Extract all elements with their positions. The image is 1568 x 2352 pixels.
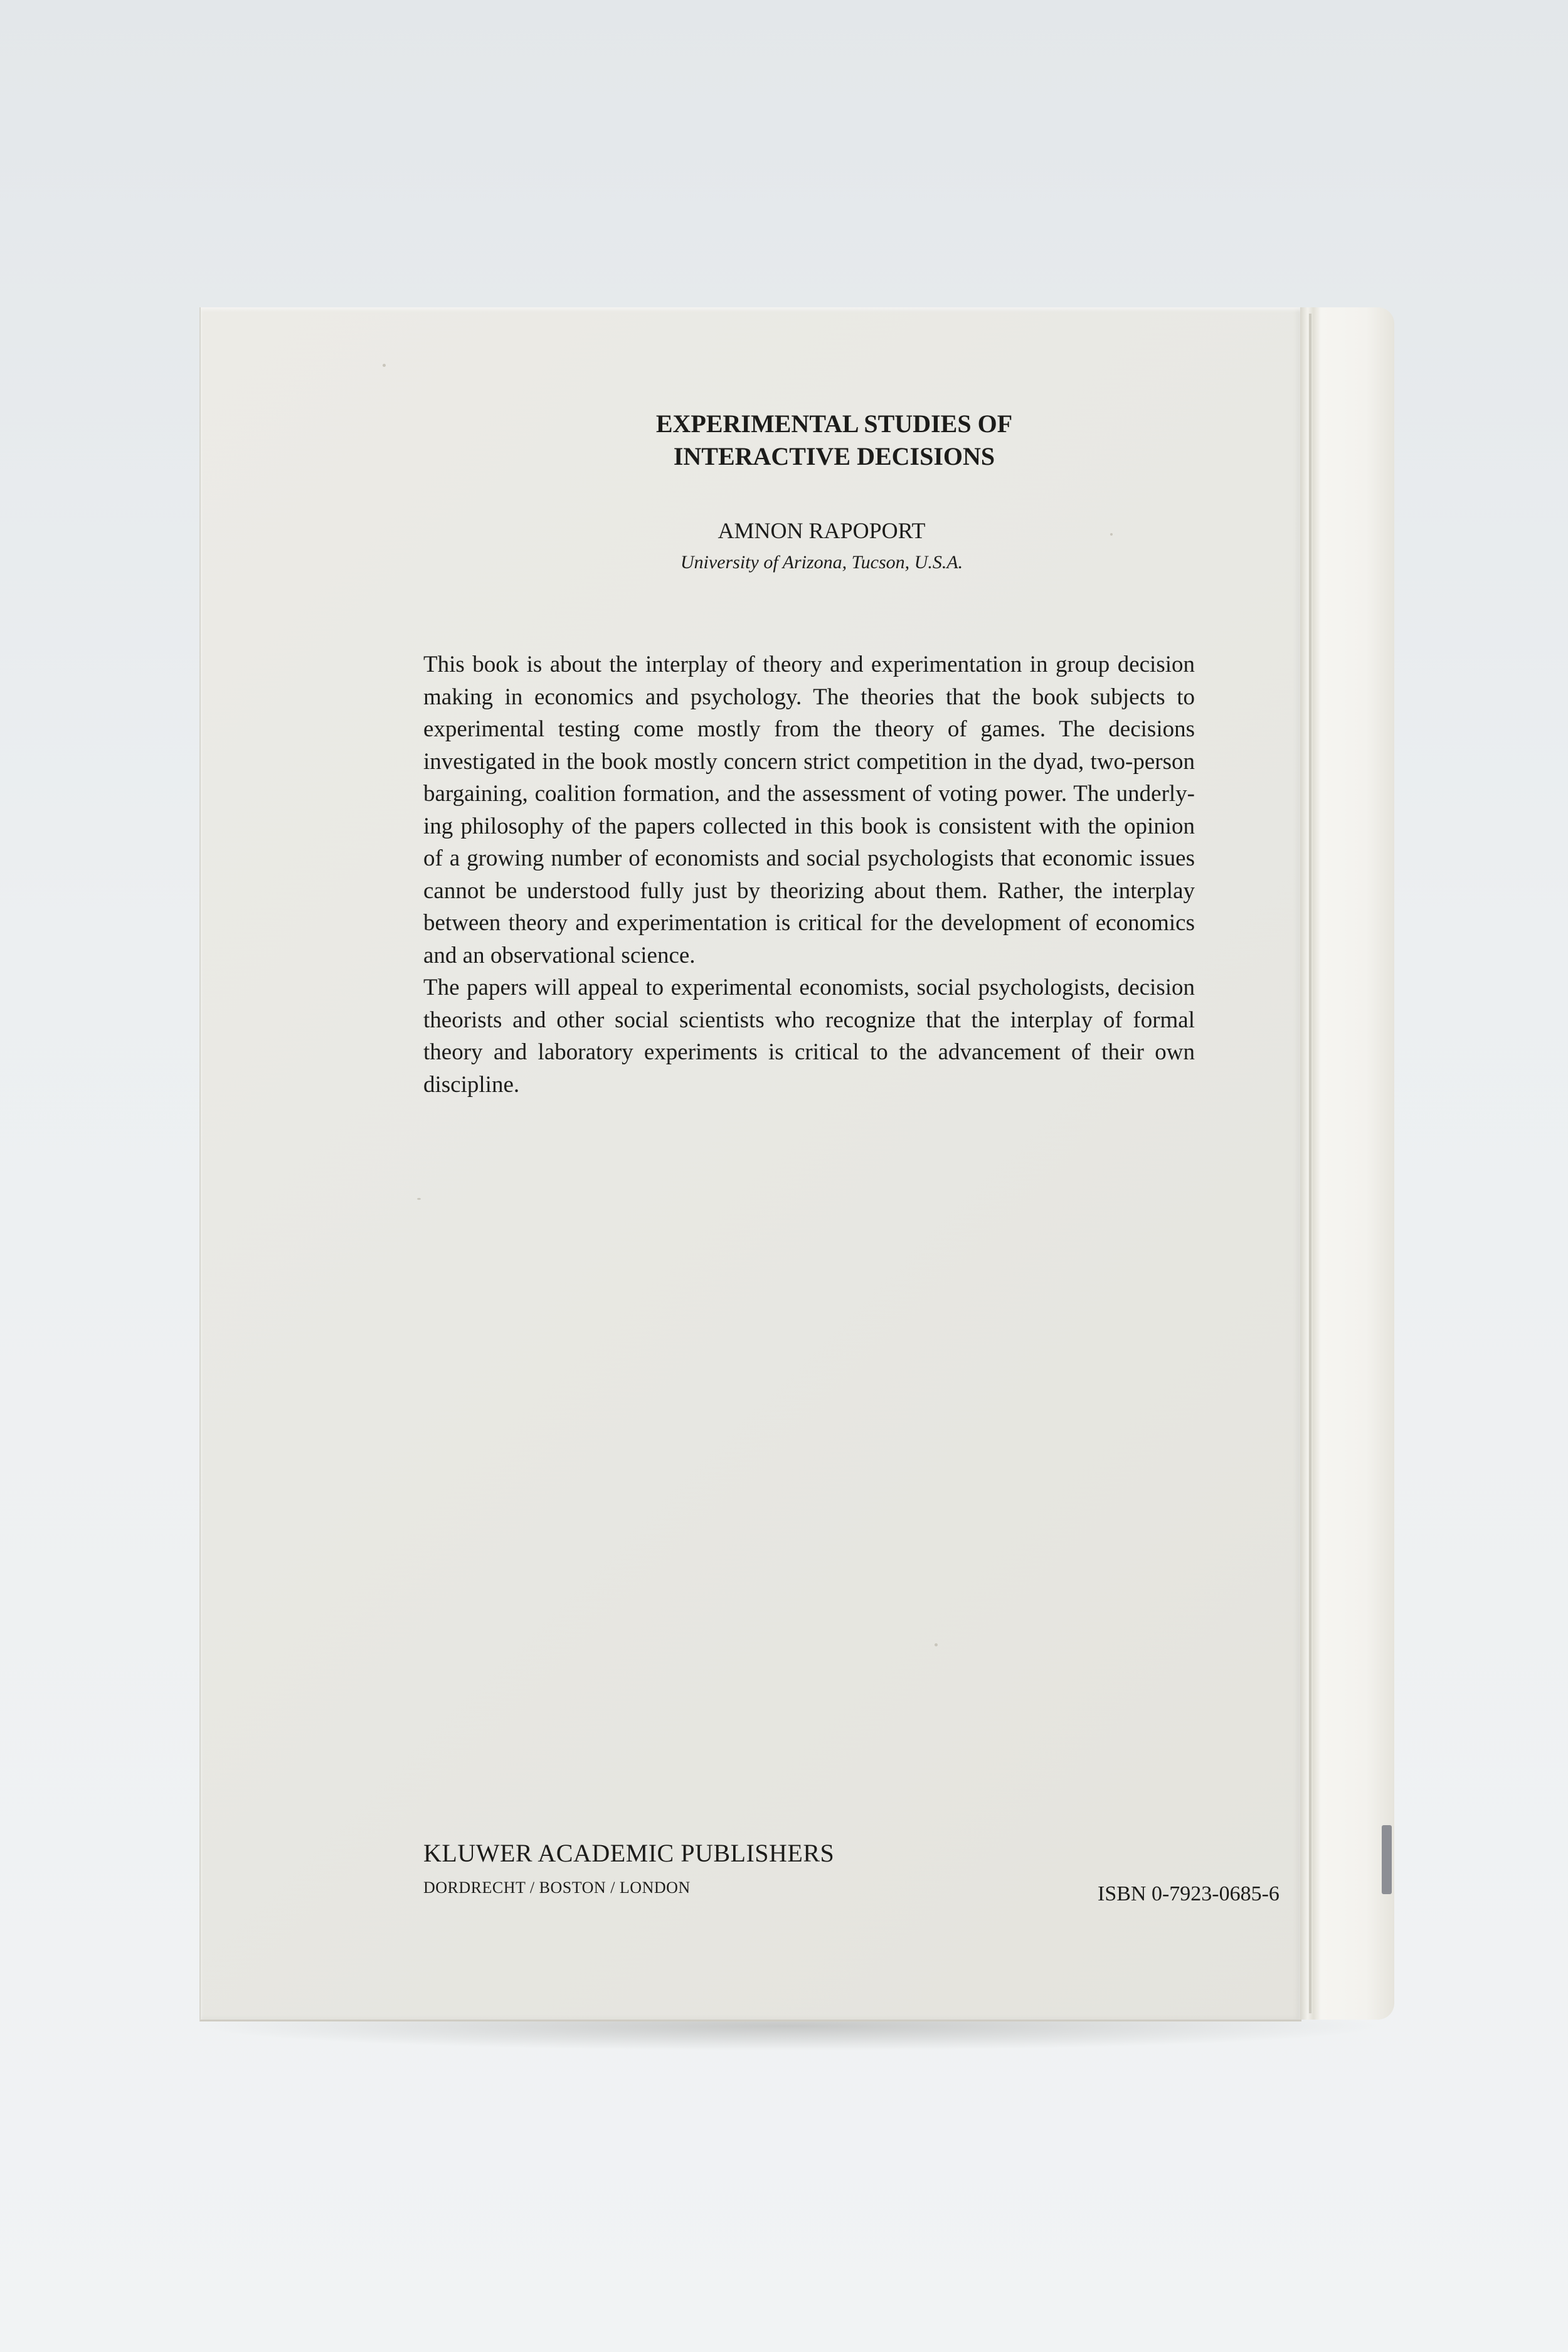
book-spine xyxy=(1300,307,1394,2020)
publisher-block xyxy=(423,1838,1279,1905)
publisher-cities: DORDRECHT / BOSTON / LONDON xyxy=(423,1878,691,1897)
book-description xyxy=(423,649,1195,1101)
cover-text-block xyxy=(423,408,1195,1101)
description-paragraph-1: This book is about the interplay of theory and experimentation in group decision making in economics and psychology. The theories that the book subjects to experimental testing come mostly from the theory of games. The decisions investigated in the book mostly concern strict competition in the dyad, two-person bargaining, coalition formation, and the assessment of voting power. The underlying philosophy of the papers collected in this book is consistent with the opinion of a growing number of economists and social psychologists that economic issues cannot be understood fully just by theorizing about them. Rather, the interplay between theory and experimentation is critical for the development of economics and an observational science. xyxy=(423,652,1195,968)
cover-speck xyxy=(383,364,386,367)
book-title-line-2: INTERACTIVE DECISIONS xyxy=(673,442,995,470)
author-affiliation: University of Arizona, Tucson, U.S.A. xyxy=(680,552,963,573)
spine-groove xyxy=(1309,314,1311,2013)
book xyxy=(199,307,1394,2020)
book-back-cover xyxy=(199,307,1301,2021)
spine-logo-mark xyxy=(1382,1825,1392,1894)
book-title xyxy=(448,408,1220,473)
cover-speck xyxy=(935,1643,938,1646)
publisher-name: KLUWER ACADEMIC PUBLISHERS xyxy=(423,1839,835,1867)
isbn: ISBN 0-7923-0685-6 xyxy=(1098,1882,1279,1905)
book-title-line-1: EXPERIMENTAL STUDIES OF xyxy=(655,410,1013,438)
book-author: AMNON RAPOPORT xyxy=(718,518,926,543)
cover-speck xyxy=(417,1198,421,1200)
description-paragraph-2: The papers will appeal to experimental economists, social psychologists, decision theorists and other social scientists who recognize that the interplay of formal theory and laboratory experiments is critical to the advancement of their own discipline. xyxy=(423,975,1195,1098)
